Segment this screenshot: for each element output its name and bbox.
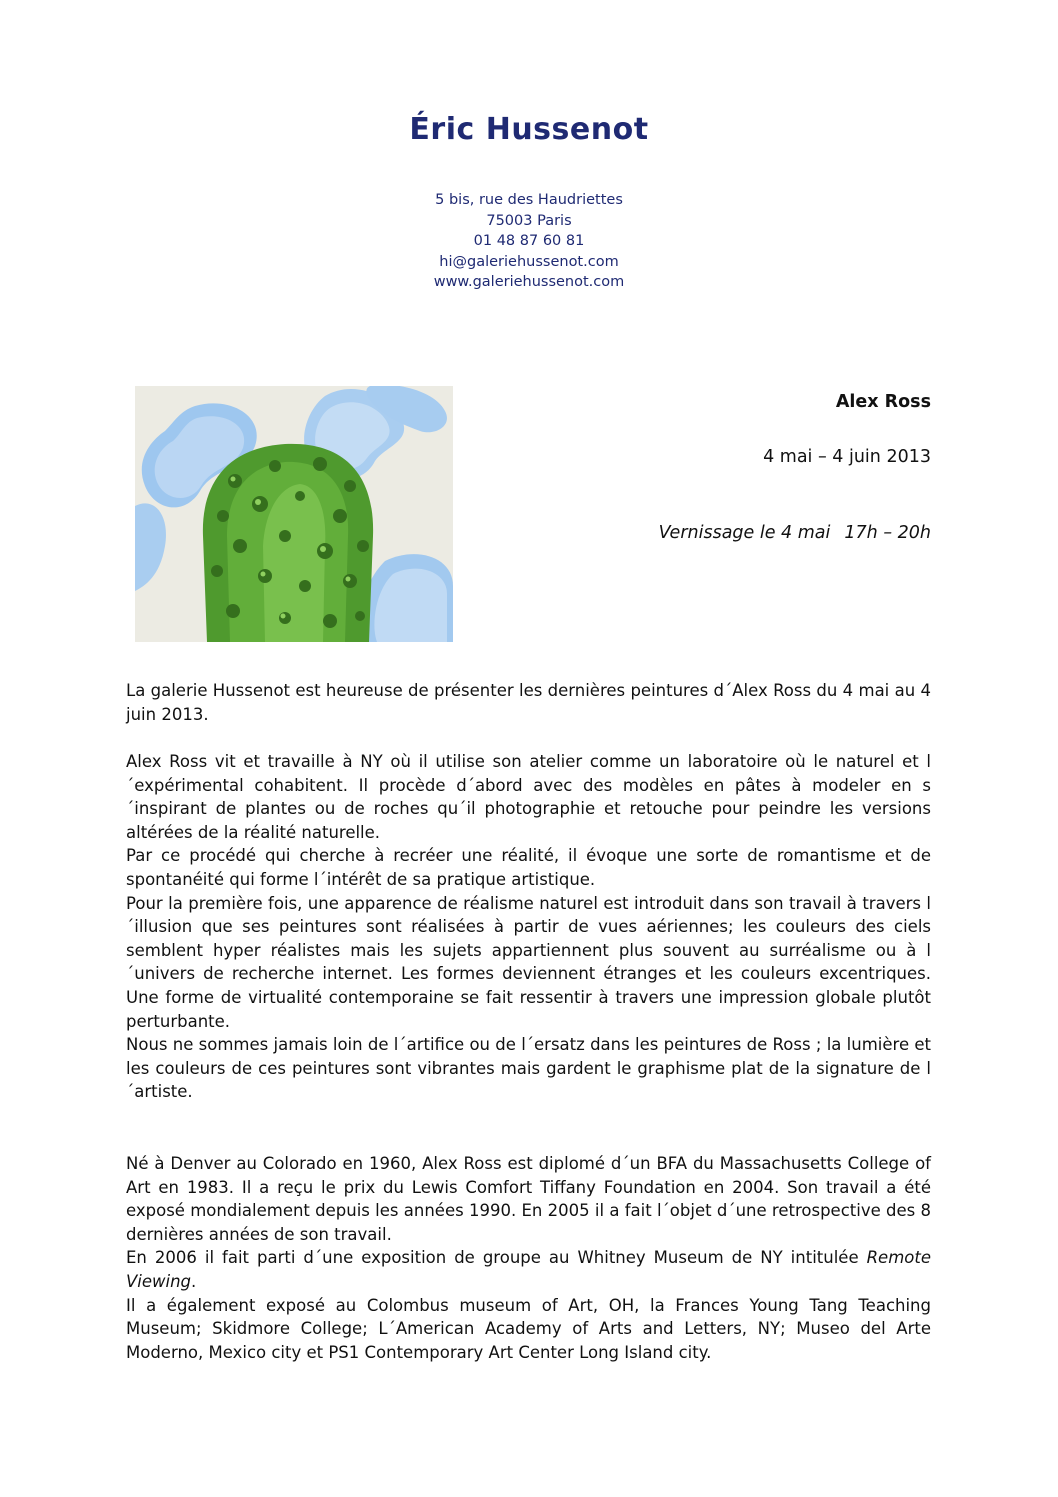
website-url: www.galeriehussenot.com bbox=[433, 274, 625, 290]
bio-exhibition-text: En 2006 il fait parti d´une exposition de groupe au Whitney Museum de NY intitulée bbox=[126, 1248, 859, 1268]
bio-paragraph: Il a également exposé au Colombus museum of Art, OH, la Frances Young Tang Teaching Museum; Skidmore College; L´American Academy of Arts and Letters, NY; Museo del Arte Moderno, Mexico city et PS1 Contemporary Art Center Long Island city. bbox=[126, 1295, 931, 1362]
bio-paragraph: Né à Denver au Colorado en 1960, Alex Ross est diplomé d´un BFA du Massachusetts College of Art en 1983. Il a reçu le prix du Lewis Comfort Tiffany Foundation en 2004. Son travail a été exposé mondialement depuis les années 1990. En 2005 il a fait l´objet d´une retrospective des 8 dernières années de son travail. bbox=[126, 1154, 931, 1244]
description-paragraph: Nous ne sommes jamais loin de l´artifice ou de l´ersatz dans les peintures de Ross ; la lumière et les couleurs de ces peintures sont vibrantes mais gardent le graphisme plat de la signature de l´artiste. bbox=[126, 1035, 931, 1102]
bio-paragraph bbox=[126, 1246, 931, 1293]
phone-number: 01 48 87 60 81 bbox=[473, 233, 585, 249]
exhibition-dates: 4 mai – 4 juin 2013 bbox=[763, 447, 931, 467]
exhibition-title: Remote Viewing bbox=[126, 1248, 931, 1291]
email-address: hi@galeriehussenot.com bbox=[439, 253, 619, 270]
description-paragraph: Par ce procédé qui cherche à recréer une réalité, il évoque une sorte de romantisme et de spontanéité qui forme l´intérêt de sa pratique artistique. bbox=[126, 846, 931, 889]
painting-illustration bbox=[135, 386, 453, 642]
description-paragraph: Alex Ross vit et travaille à NY où il utilise son atelier comme un laboratoire où le naturel et l´expérimental cohabitent. Il procède d´abord avec des modèles en pâtes à modeler en s´inspirant de plantes ou de roches qu´il photographie et retouche pour peindre les versions altérées de la réalité naturelle. bbox=[126, 752, 931, 842]
vernissage-time: 17h – 20h bbox=[844, 523, 931, 543]
bio-punctuation: . bbox=[191, 1271, 197, 1291]
gallery-logo: Éric Hussenot bbox=[409, 112, 649, 147]
address-street: 5 bis, rue des Haudriettes bbox=[435, 192, 623, 208]
intro-text: La galerie Hussenot est heureuse de présenter les dernières peintures d´Alex Ross du 4 mai au 4 juin 2013. bbox=[126, 681, 931, 724]
painting-image bbox=[135, 386, 453, 642]
description-section bbox=[126, 750, 931, 1104]
vernissage-line bbox=[659, 523, 931, 543]
biography-section bbox=[126, 1152, 931, 1364]
artist-name: Alex Ross bbox=[835, 392, 931, 412]
description-paragraph: Pour la première fois, une apparence de réalisme naturel est introduit dans son travail à travers l´illusion que ses peintures sont réalisées à partir de vues aériennes; les couleurs des ciels semblent hyper réalistes mais les sujets appartiennent plus souvent au surréalisme ou à l´univers de recherche internet. Les formes deviennent étranges et les couleurs excentriques. Une forme de virtualité contemporaine se fait ressentir à travers une impression globale plutôt perturbante. bbox=[126, 893, 931, 1031]
address-city: 75003 Paris bbox=[486, 212, 572, 229]
intro-paragraph bbox=[126, 679, 931, 726]
green-sculpture bbox=[203, 444, 373, 642]
vernissage-label: Vernissage le 4 mai bbox=[658, 523, 831, 543]
gallery-address bbox=[0, 190, 1058, 293]
